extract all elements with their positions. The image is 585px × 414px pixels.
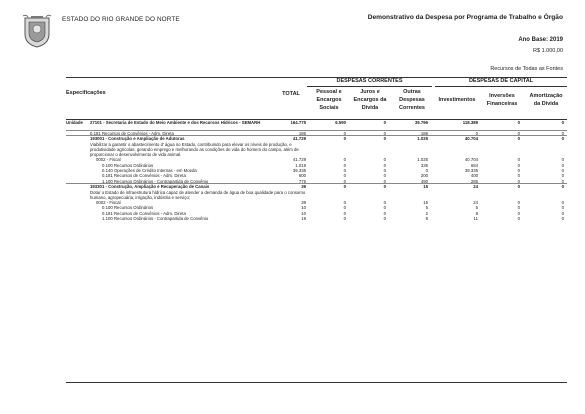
cell-investimentos: 285 [470, 178, 478, 184]
cell-juros: 0 [383, 184, 386, 190]
cell-juros: 0 [383, 136, 386, 142]
cell-juros: 0 [383, 216, 386, 222]
cell-pessoal: 0 [343, 216, 346, 222]
cell-outras: 200 [420, 173, 428, 179]
cell-amortizacao: 0 [561, 216, 564, 222]
cell-amortizacao: 0 [561, 131, 564, 136]
cell-amortizacao: 0 [561, 162, 564, 168]
cell-outras: 2 [425, 210, 428, 216]
state-name: ESTADO DO RIO GRANDE DO NORTE [62, 16, 180, 23]
cell-outras: 186 [420, 131, 428, 136]
cell-total: 1.019 [295, 162, 306, 168]
row-label: 0.181 Recursos de Convênios - Adm. Direta [102, 173, 186, 179]
col-inversoes-line: Financeiras [486, 101, 518, 108]
cell-outras: 1.025 [417, 157, 428, 163]
row-label: 0002 - Fiscal [96, 200, 121, 205]
cell-total: 10 [301, 205, 306, 211]
unit-pessoal: 6.590 [335, 120, 346, 125]
row-label: 0.100 Recursos Ordinários [102, 162, 154, 168]
col-outras-line: Despesas [399, 97, 425, 104]
cell-total: 10 [301, 210, 306, 216]
row-label: 193301 - Construção, Ampliação e Recuperação de Canais [90, 184, 210, 190]
report-title: Demonstrativo da Despesa por Programa de Trabalho e Órgão [367, 14, 563, 21]
program-description: Viabilizar a garantir o abastecimento d' água no Estado, contribuindo para elevar os níveis de produção, e produtividade agrícolas, gerando emprego e melhorando as condições de vida do homem do campo, além de proporcionar o desenvolvimento de vida animal. [90, 141, 299, 158]
unit-total: 164.775 [290, 120, 306, 125]
cell-total: 186 [298, 131, 306, 136]
col-outras-line: Outras [403, 89, 421, 95]
cell-outras: 15 [423, 200, 428, 205]
cell-total: 39 [301, 184, 306, 190]
cell-amortizacao: 0 [561, 173, 564, 179]
row-label: 0002 - Fiscal [96, 157, 121, 163]
row-label: 1.100 Recursos Ordinários - Contrapartida de Convênio [102, 178, 209, 184]
cell-investimentos: 0 [475, 131, 478, 136]
cell-total: 775 [298, 178, 306, 184]
unit-amortizacao: 0 [561, 120, 564, 125]
unit-inversoes: 0 [517, 120, 520, 125]
cell-juros: 0 [383, 168, 386, 174]
col-inversoes-line: Inversões [489, 93, 515, 99]
cell-juros: 0 [383, 162, 386, 168]
col-pessoal [310, 88, 348, 113]
row-label: 0.181 Recursos de Convênios - Adm. Direta [102, 210, 186, 216]
state-coat-of-arms-icon [22, 14, 52, 48]
cell-pessoal: 0 [343, 205, 346, 211]
unit-label: Unidade [66, 120, 83, 125]
col-pessoal-line: Encargos [316, 97, 342, 104]
cell-amortizacao: 0 [561, 200, 564, 205]
cell-pessoal: 0 [343, 131, 346, 136]
cell-inversoes: 0 [517, 178, 520, 184]
cell-inversoes: 0 [517, 162, 520, 168]
cell-amortizacao: 0 [561, 205, 564, 211]
col-investimentos [434, 96, 480, 104]
cell-juros: 0 [383, 210, 386, 216]
group-capital-expenses: DESPESAS DE CAPITAL [468, 78, 534, 84]
cell-amortizacao: 0 [561, 168, 564, 174]
cell-pessoal: 0 [343, 178, 346, 184]
cell-total: 41.729 [292, 136, 306, 142]
cell-pessoal: 0 [343, 136, 346, 142]
program-description: Dotar o Estado de infraestrutura hídrica capaz de atender a demanda de água de boa qualidade para o consumo humano, agropecuária, irrigação, indústria e serviço; [90, 189, 306, 200]
currency-unit: R$ 1.000,00 [533, 48, 563, 54]
cell-inversoes: 0 [517, 205, 520, 211]
cell-outras: 8 [425, 216, 428, 222]
cell-pessoal: 0 [343, 210, 346, 216]
group-capital-rule [435, 86, 567, 87]
cell-outras: 0 [425, 168, 428, 174]
cell-outras: 15 [423, 184, 428, 190]
col-pessoal-line: Sociais [319, 105, 339, 112]
cell-inversoes: 0 [517, 184, 520, 190]
col-total: TOTAL [282, 91, 300, 97]
row-label: 193001 - Construção e Ampliação de Adutoras [90, 136, 185, 142]
col-outras-line: Correntes [399, 105, 425, 112]
cell-juros: 0 [383, 178, 386, 184]
cell-total: 600 [298, 173, 306, 179]
unit-row [66, 120, 567, 131]
col-pessoal-line: Pessoal e [316, 89, 342, 95]
cell-inversoes: 0 [517, 136, 520, 142]
cell-inversoes: 0 [517, 168, 520, 174]
cell-pessoal: 0 [343, 200, 346, 205]
resources-label: Recursos de Todas as Fontes [490, 66, 563, 72]
table-row [66, 216, 567, 221]
cell-total: 39.335 [292, 168, 306, 174]
col-juros-line: Dívida [361, 105, 379, 112]
group-current-rule [307, 86, 432, 87]
cell-inversoes: 0 [517, 210, 520, 216]
cell-investimentos: 400 [470, 173, 478, 179]
cell-outras: 5 [425, 205, 428, 211]
cell-investimentos: 39.335 [464, 168, 478, 174]
unit-outras: 39.796 [414, 120, 428, 125]
row-label: 0.140 Operações de Crédito Internas - em Moeda [102, 168, 197, 174]
base-year: Ano Base: 2019 [518, 37, 563, 43]
col-especificacoes: Especificações [66, 90, 106, 96]
cell-pessoal: 0 [343, 184, 346, 190]
cell-inversoes: 0 [517, 173, 520, 179]
cell-juros: 0 [383, 131, 386, 136]
col-inversoes [482, 92, 522, 108]
cell-pessoal: 0 [343, 157, 346, 163]
cell-outras: 335 [420, 162, 428, 168]
cell-inversoes: 0 [517, 200, 520, 205]
cell-pessoal: 0 [343, 168, 346, 174]
unit-name: 27101 - Secretaria de Estado do Meio Ambiente e dos Recursos Hídricos - SEMARH [90, 120, 261, 125]
col-amort-line: da Dívida [533, 101, 559, 108]
expense-table [66, 120, 567, 221]
cell-juros: 0 [383, 200, 386, 205]
col-amort-line: Amortização [529, 93, 563, 99]
cell-juros: 0 [383, 205, 386, 211]
cell-inversoes: 0 [517, 131, 520, 136]
cell-inversoes: 0 [517, 216, 520, 222]
col-juros-line: Encargos da [353, 97, 387, 104]
cell-outras: 1.025 [417, 136, 428, 142]
cell-investimentos: 40.704 [464, 136, 478, 142]
cell-investimentos: 5 [475, 205, 478, 211]
cell-total: 41.729 [292, 157, 306, 163]
cell-juros: 0 [383, 157, 386, 163]
unit-juros: 0 [383, 120, 386, 125]
col-amortizacao [524, 92, 568, 108]
col-juros-line: Juros e [360, 89, 380, 95]
group-current-expenses: DESPESAS CORRENTES [336, 78, 403, 84]
cell-amortizacao: 0 [561, 157, 564, 163]
cell-amortizacao: 0 [561, 184, 564, 190]
cell-investimentos: 11 [473, 216, 478, 222]
cell-total: 39 [301, 200, 306, 205]
unit-investimentos: 118.389 [462, 120, 478, 125]
row-label: 0.181 Recursos de Convênios - Adm. Direta [90, 131, 174, 136]
cell-investimentos: 24 [473, 200, 478, 205]
cell-pessoal: 0 [343, 173, 346, 179]
col-invest-line: Investimentos [438, 97, 476, 103]
footer-rule [66, 382, 567, 383]
cell-amortizacao: 0 [561, 178, 564, 184]
cell-outras: 490 [420, 178, 428, 184]
col-outras [392, 88, 432, 113]
cell-amortizacao: 0 [561, 210, 564, 216]
cell-pessoal: 0 [343, 162, 346, 168]
row-label: 1.100 Recursos Ordinários - Contrapartida de Convênio [102, 216, 209, 222]
cell-investimentos: 40.704 [464, 157, 478, 163]
cell-investimentos: 8 [475, 210, 478, 216]
row-container [66, 131, 567, 221]
row-label: 0.100 Recursos Ordinários [102, 205, 154, 211]
cell-juros: 0 [383, 173, 386, 179]
cell-inversoes: 0 [517, 157, 520, 163]
cell-investimentos: 684 [470, 162, 478, 168]
cell-investimentos: 24 [473, 184, 478, 190]
cell-amortizacao: 0 [561, 136, 564, 142]
col-juros [350, 88, 390, 113]
cell-total: 19 [301, 216, 306, 222]
